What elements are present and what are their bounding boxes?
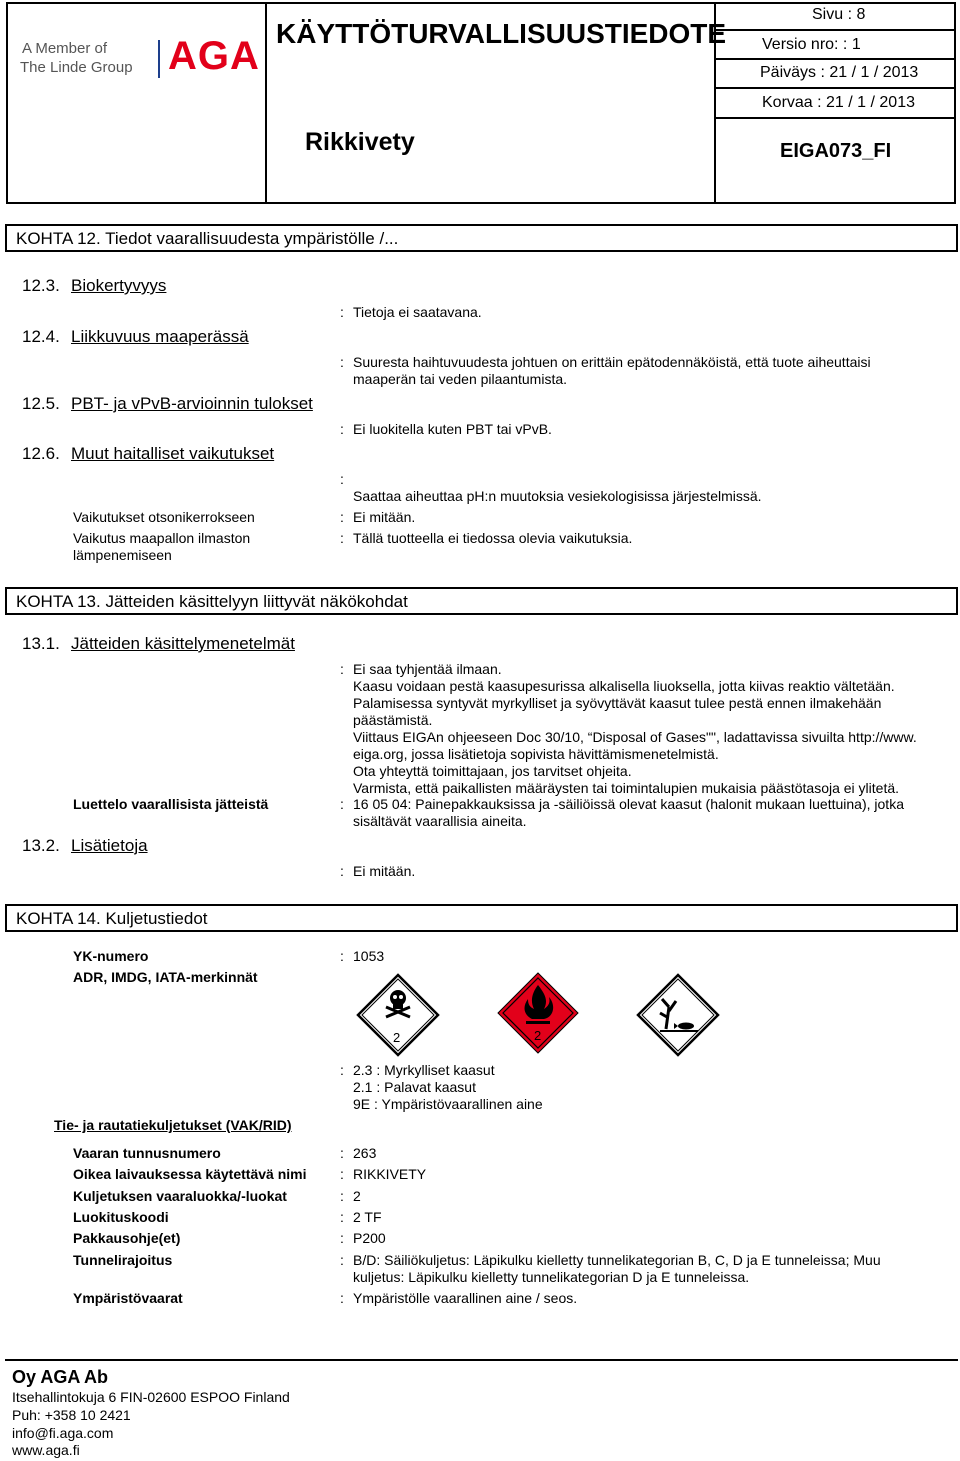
colon: : <box>340 1166 344 1182</box>
subsection-13-1 <box>22 634 295 654</box>
subsection-13-2 <box>22 836 148 856</box>
environment-hazard-icon <box>636 973 720 1057</box>
subsection-title: Muut haitalliset vaikutukset <box>71 444 275 463</box>
tunnel-restriction-label: Tunnelirajoitus <box>73 1252 173 1268</box>
transport-class-label: Kuljetuksen vaaraluokka/-luokat <box>73 1188 287 1204</box>
disposal-line: Viittaus EIGAn ohjeeseen Doc 30/10, “Disposal of Gases"", ladattavissa sivuilta http://www. <box>353 729 917 745</box>
waste-list-label: Luettelo vaarallisista jätteistä <box>73 796 269 812</box>
rail-road-title: Tie- ja rautatiekuljetukset (VAK/RID) <box>54 1117 292 1133</box>
colon: : <box>340 354 344 370</box>
subsection-12-5 <box>22 394 313 414</box>
disposal-methods-value <box>353 661 943 797</box>
subsection-number: 12.5. <box>22 394 60 413</box>
adr-label: ADR, IMDG, IATA-merkinnät <box>73 969 258 985</box>
footer-website[interactable]: www.aga.fi <box>12 1442 80 1458</box>
disposal-line: Ei saa tyhjentää ilmaan. <box>353 661 502 677</box>
subsection-number: 12.6. <box>22 444 60 463</box>
ozone-value: Ei mitään. <box>353 509 416 525</box>
ozone-label: Vaikutukset otsonikerrokseen <box>73 509 255 525</box>
disposal-line: Palamisessa syntyvät myrkylliset ja syövyttävät kaasut tulee pestä ennen ilmakehään <box>353 695 882 711</box>
classification-code-label: Luokituskoodi <box>73 1209 169 1225</box>
subsection-number: 12.3. <box>22 276 60 295</box>
colon: : <box>340 863 344 879</box>
hazard-id-value: 263 <box>353 1145 377 1161</box>
mobility-line: maaperän tai veden pilaantumista. <box>353 371 568 387</box>
aga-logo-text: AGA <box>168 34 260 78</box>
colon: : <box>340 1290 344 1306</box>
header-divider <box>714 117 956 119</box>
subsection-title: PBT- ja vPvB-arvioinnin tulokset <box>71 394 313 413</box>
waste-line: 16 05 04: Painepakkauksissa ja -säiliöissä olevat kaasut (halonit mukaan luettuina), jotka <box>353 796 904 812</box>
footer-address: Itsehallintokuja 6 FIN-02600 ESPOO Finland <box>12 1389 290 1405</box>
subsection-12-3 <box>22 276 166 296</box>
global-warming-value: Tällä tuotteella ei tiedossa olevia vaikutuksia. <box>353 530 633 546</box>
shipping-name-label: Oikea laivauksessa käytettävä nimi <box>73 1166 307 1182</box>
colon: : <box>340 530 344 546</box>
logo-line2: The Linde Group <box>20 59 133 76</box>
hazard-class: 2.1 : Palavat kaasut <box>353 1079 476 1095</box>
pictogram-digit: 2 <box>534 1028 542 1043</box>
tunnel-line: kuljetus: Läpikulku kielletty tunnelikategorian D ja E tunneleissa. <box>353 1269 750 1285</box>
date-issued: Päiväys : 21 / 1 / 2013 <box>760 64 919 81</box>
subsection-number: 13.2. <box>22 836 60 855</box>
section-14-title: KOHTA 14. Kuljetustiedot <box>5 904 958 932</box>
footer-company: Oy AGA Ab <box>12 1367 109 1387</box>
colon: : <box>340 1209 344 1225</box>
un-number-label: YK-numero <box>73 948 149 964</box>
subsection-title: Lisätietoja <box>71 836 148 855</box>
header-divider <box>714 58 956 60</box>
pbt-value: Ei luokitella kuten PBT tai vPvB. <box>353 421 552 437</box>
colon: : <box>340 304 344 320</box>
product-name: Rikkivety <box>305 128 415 156</box>
section-12-title: KOHTA 12. Tiedot vaarallisuudesta ympäristölle /... <box>5 224 958 252</box>
hazard-classes-value <box>353 1062 943 1113</box>
logo-line1: A Member of <box>22 40 108 57</box>
shipping-name-value: RIKKIVETY <box>353 1166 427 1182</box>
colon: : <box>340 471 344 487</box>
colon: : <box>340 661 344 677</box>
colon: : <box>340 509 344 525</box>
subsection-title: Liikkuvuus maaperässä <box>71 327 249 346</box>
bioaccumulation-value: Tietoja ei saatavana. <box>353 304 482 320</box>
colon: : <box>340 1230 344 1246</box>
header-divider <box>265 2 267 204</box>
header-divider <box>714 87 956 89</box>
label-line: lämpenemiseen <box>73 547 172 563</box>
flammable-flame-icon <box>496 971 580 1055</box>
hazard-class: 2.3 : Myrkylliset kaasut <box>353 1062 495 1078</box>
subsection-12-4 <box>22 327 249 347</box>
document-title: KÄYTTÖTURVALLISUUSTIEDOTE <box>276 18 727 49</box>
colon: : <box>340 1252 344 1268</box>
subsection-title: Jätteiden käsittelymenetelmät <box>71 634 295 653</box>
disposal-line: päästämistä. <box>353 712 433 728</box>
logo-divider <box>158 40 160 78</box>
subsection-12-6 <box>22 444 274 464</box>
disposal-line: Ota yhteyttä toimittajaan, jos tarvitset ohjeita. <box>353 763 632 779</box>
colon: : <box>340 796 344 812</box>
packing-instruction-value: P200 <box>353 1230 386 1246</box>
page-number: Sivu : 8 <box>812 6 866 23</box>
un-number-value: 1053 <box>353 948 385 964</box>
tunnel-line: B/D: Säiliökuljetus: Läpikulku kielletty tunnelikategorian B, C, D ja E tunneleissa; Muu <box>353 1252 881 1268</box>
label-line: Vaikutus maapallon ilmaston <box>73 530 251 546</box>
transport-class-value: 2 <box>353 1188 361 1204</box>
subsection-number: 12.4. <box>22 327 60 346</box>
mobility-line: Suuresta haihtuvuudesta johtuen on erittäin epätodennäköistä, että tuote aiheuttaisi <box>353 354 871 370</box>
company-logo <box>20 34 260 88</box>
environmental-hazards-label: Ympäristövaarat <box>73 1290 183 1306</box>
colon: : <box>340 1062 344 1078</box>
pictogram-digit: 2 <box>393 1030 401 1045</box>
section-13-title: KOHTA 13. Jätteiden käsittelyyn liittyvät näkökohdat <box>5 587 958 615</box>
disposal-line: Varmista, että paikallisten määräysten tai toimintalupien mukaisia päästötasoja ei ylitetä. <box>353 780 900 796</box>
subsection-title: Biokertyvyys <box>71 276 167 295</box>
version-number: Versio nro: : 1 <box>762 36 861 53</box>
additional-info-value: Ei mitään. <box>353 863 416 879</box>
packing-instruction-label: Pakkausohje(et) <box>73 1230 181 1246</box>
disposal-line: eiga.org, jossa lisätietoja sopivista hävittämismenetelmistä. <box>353 746 719 762</box>
colon: : <box>340 421 344 437</box>
document-code: EIGA073_FI <box>780 140 892 162</box>
mobility-value <box>353 354 943 388</box>
header-divider <box>714 29 956 31</box>
waste-list-value <box>353 796 943 830</box>
footer-email[interactable]: info@fi.aga.com <box>12 1425 114 1441</box>
toxic-skull-icon <box>356 973 440 1057</box>
hazard-class: 9E : Ympäristövaarallinen aine <box>353 1096 543 1112</box>
other-effects-value: Saattaa aiheuttaa pH:n muutoksia vesiekologisissa järjestelmissä. <box>353 488 762 504</box>
tunnel-restriction-value <box>353 1252 943 1286</box>
environmental-hazards-value: Ympäristölle vaarallinen aine / seos. <box>353 1290 578 1306</box>
colon: : <box>340 1188 344 1204</box>
waste-line: sisältävät vaarallisia aineita. <box>353 813 527 829</box>
disposal-line: Kaasu voidaan pestä kaasupesurissa alkalisella liuoksella, jotta kiivas reaktio vältetään. <box>353 678 895 694</box>
colon: : <box>340 948 344 964</box>
subsection-number: 13.1. <box>22 634 60 653</box>
footer-phone: Puh: +358 10 2421 <box>12 1407 131 1423</box>
date-supersedes: Korvaa : 21 / 1 / 2013 <box>762 94 915 111</box>
hazard-id-label: Vaaran tunnusnumero <box>73 1145 221 1161</box>
global-warming-label <box>73 530 250 564</box>
colon: : <box>340 1145 344 1161</box>
footer-divider <box>5 1359 958 1361</box>
classification-code-value: 2 TF <box>353 1209 382 1225</box>
